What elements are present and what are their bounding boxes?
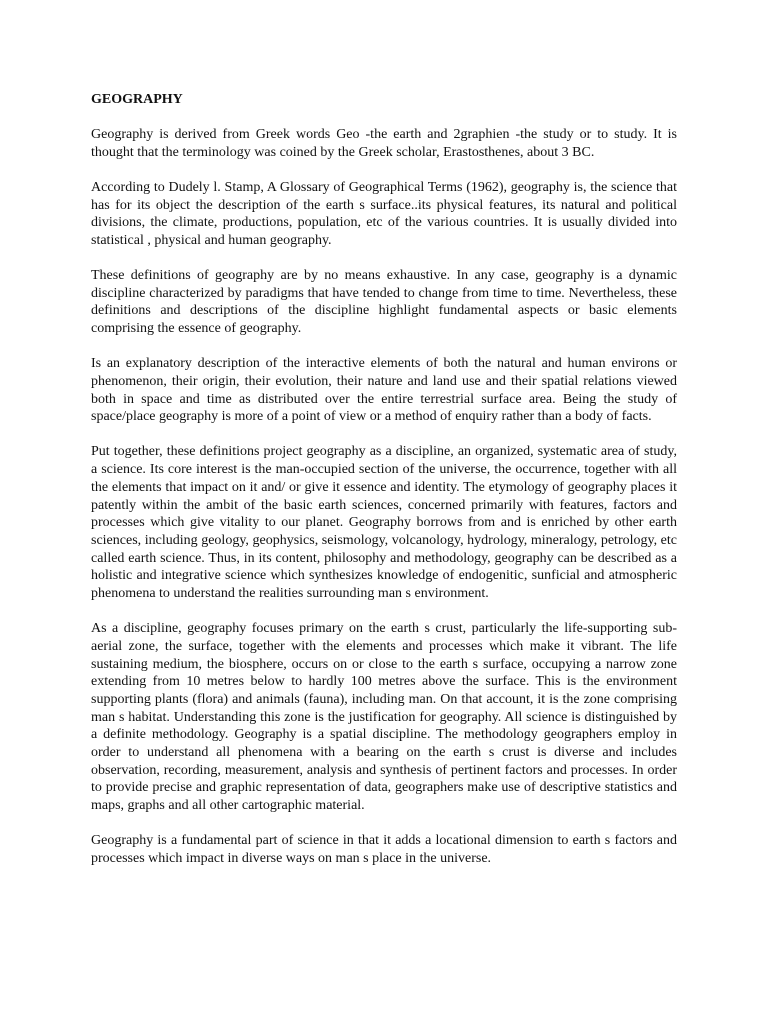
paragraph-etymology: Geography is derived from Greek words Geo -the earth and 2graphien -the study or to study. It is thought that the terminology was coined by the Greek scholar, Erastosthenes, about 3 BC. bbox=[91, 127, 677, 160]
paragraph-stamp-definition: According to Dudely l. Stamp, A Glossary of Geographical Terms (1962), geography is, the science that has for its object the description of the earth s surface..its physical features, its natural and political divisions, the climate, productions, population, etc of the various countries. It is usually divided into statistical , physical and human geography. bbox=[91, 179, 677, 248]
paragraph-explanatory-description: Is an explanatory description of the interactive elements of both the natural and human environs or phenomenon, their origin, their evolution, their nature and land use and their spatial relations viewed both in space and time as distributed over the entire terrestrial surface area. Being the study of space/place geography is more of a point of view or a method of enquiry rather than a body of facts. bbox=[91, 356, 677, 425]
paragraph-locational-dimension: Geography is a fundamental part of science in that it adds a locational dimension to earth s factors and processes which impact in diverse ways on man s place in the universe. bbox=[91, 833, 677, 866]
paragraph-dynamic-discipline: These definitions of geography are by no means exhaustive. In any case, geography is a dynamic discipline characterized by paradigms that have tended to change from time to time. Nevertheless, these definitions and descriptions of the discipline highlight fundamental aspects or basic elements comprising the essence of geography. bbox=[91, 268, 677, 337]
paragraph-earth-crust-focus: As a discipline, geography focuses primary on the earth s crust, particularly the life-supporting sub-aerial zone, the surface, together with the elements and processes which make it vibrant. The life sustaining medium, the biosphere, occurs on or close to the earth s surface, occupying a narrow zone extending from 10 metres below to hardly 100 metres above the surface. This is the environment supporting plants (flora) and animals (fauna), including man. On that account, it is the zone comprising man s habitat. Understanding this zone is the justification for geography. All science is distinguished by a definite methodology. Geography is a spatial discipline. The methodology geographers employ in order to understand all phenomena with a bearing on the earth s crust is diverse and includes observation, recording, measurement, analysis and synthesis of pertinent factors and processes. In order to provide precise and graphic representation of data, geographers make use of descriptive statistics and maps, graphs and all other cartographic material. bbox=[91, 621, 677, 814]
paragraph-discipline-overview: Put together, these definitions project geography as a discipline, an organized, systematic area of study, a science. Its core interest is the man-occupied section of the universe, the occurrence, together with all the elements that impact on it and/ or give it essence and identity. The etymology of geography places it patently within the ambit of the basic earth sciences, concerned primarily with features, factors and processes which give vitality to our planet. Geography borrows from and is enriched by other earth sciences, including geology, geophysics, seismology, volcanology, hydrology, mineralogy, petrology, etc called earth science. Thus, in its content, philosophy and methodology, geography can be described as a holistic and integrative science which synthesizes knowledge of endogenitic, sunficial and atmospheric phenomena to understand the realities surrounding man s environment. bbox=[91, 444, 677, 602]
document-title: GEOGRAPHY bbox=[91, 92, 183, 107]
